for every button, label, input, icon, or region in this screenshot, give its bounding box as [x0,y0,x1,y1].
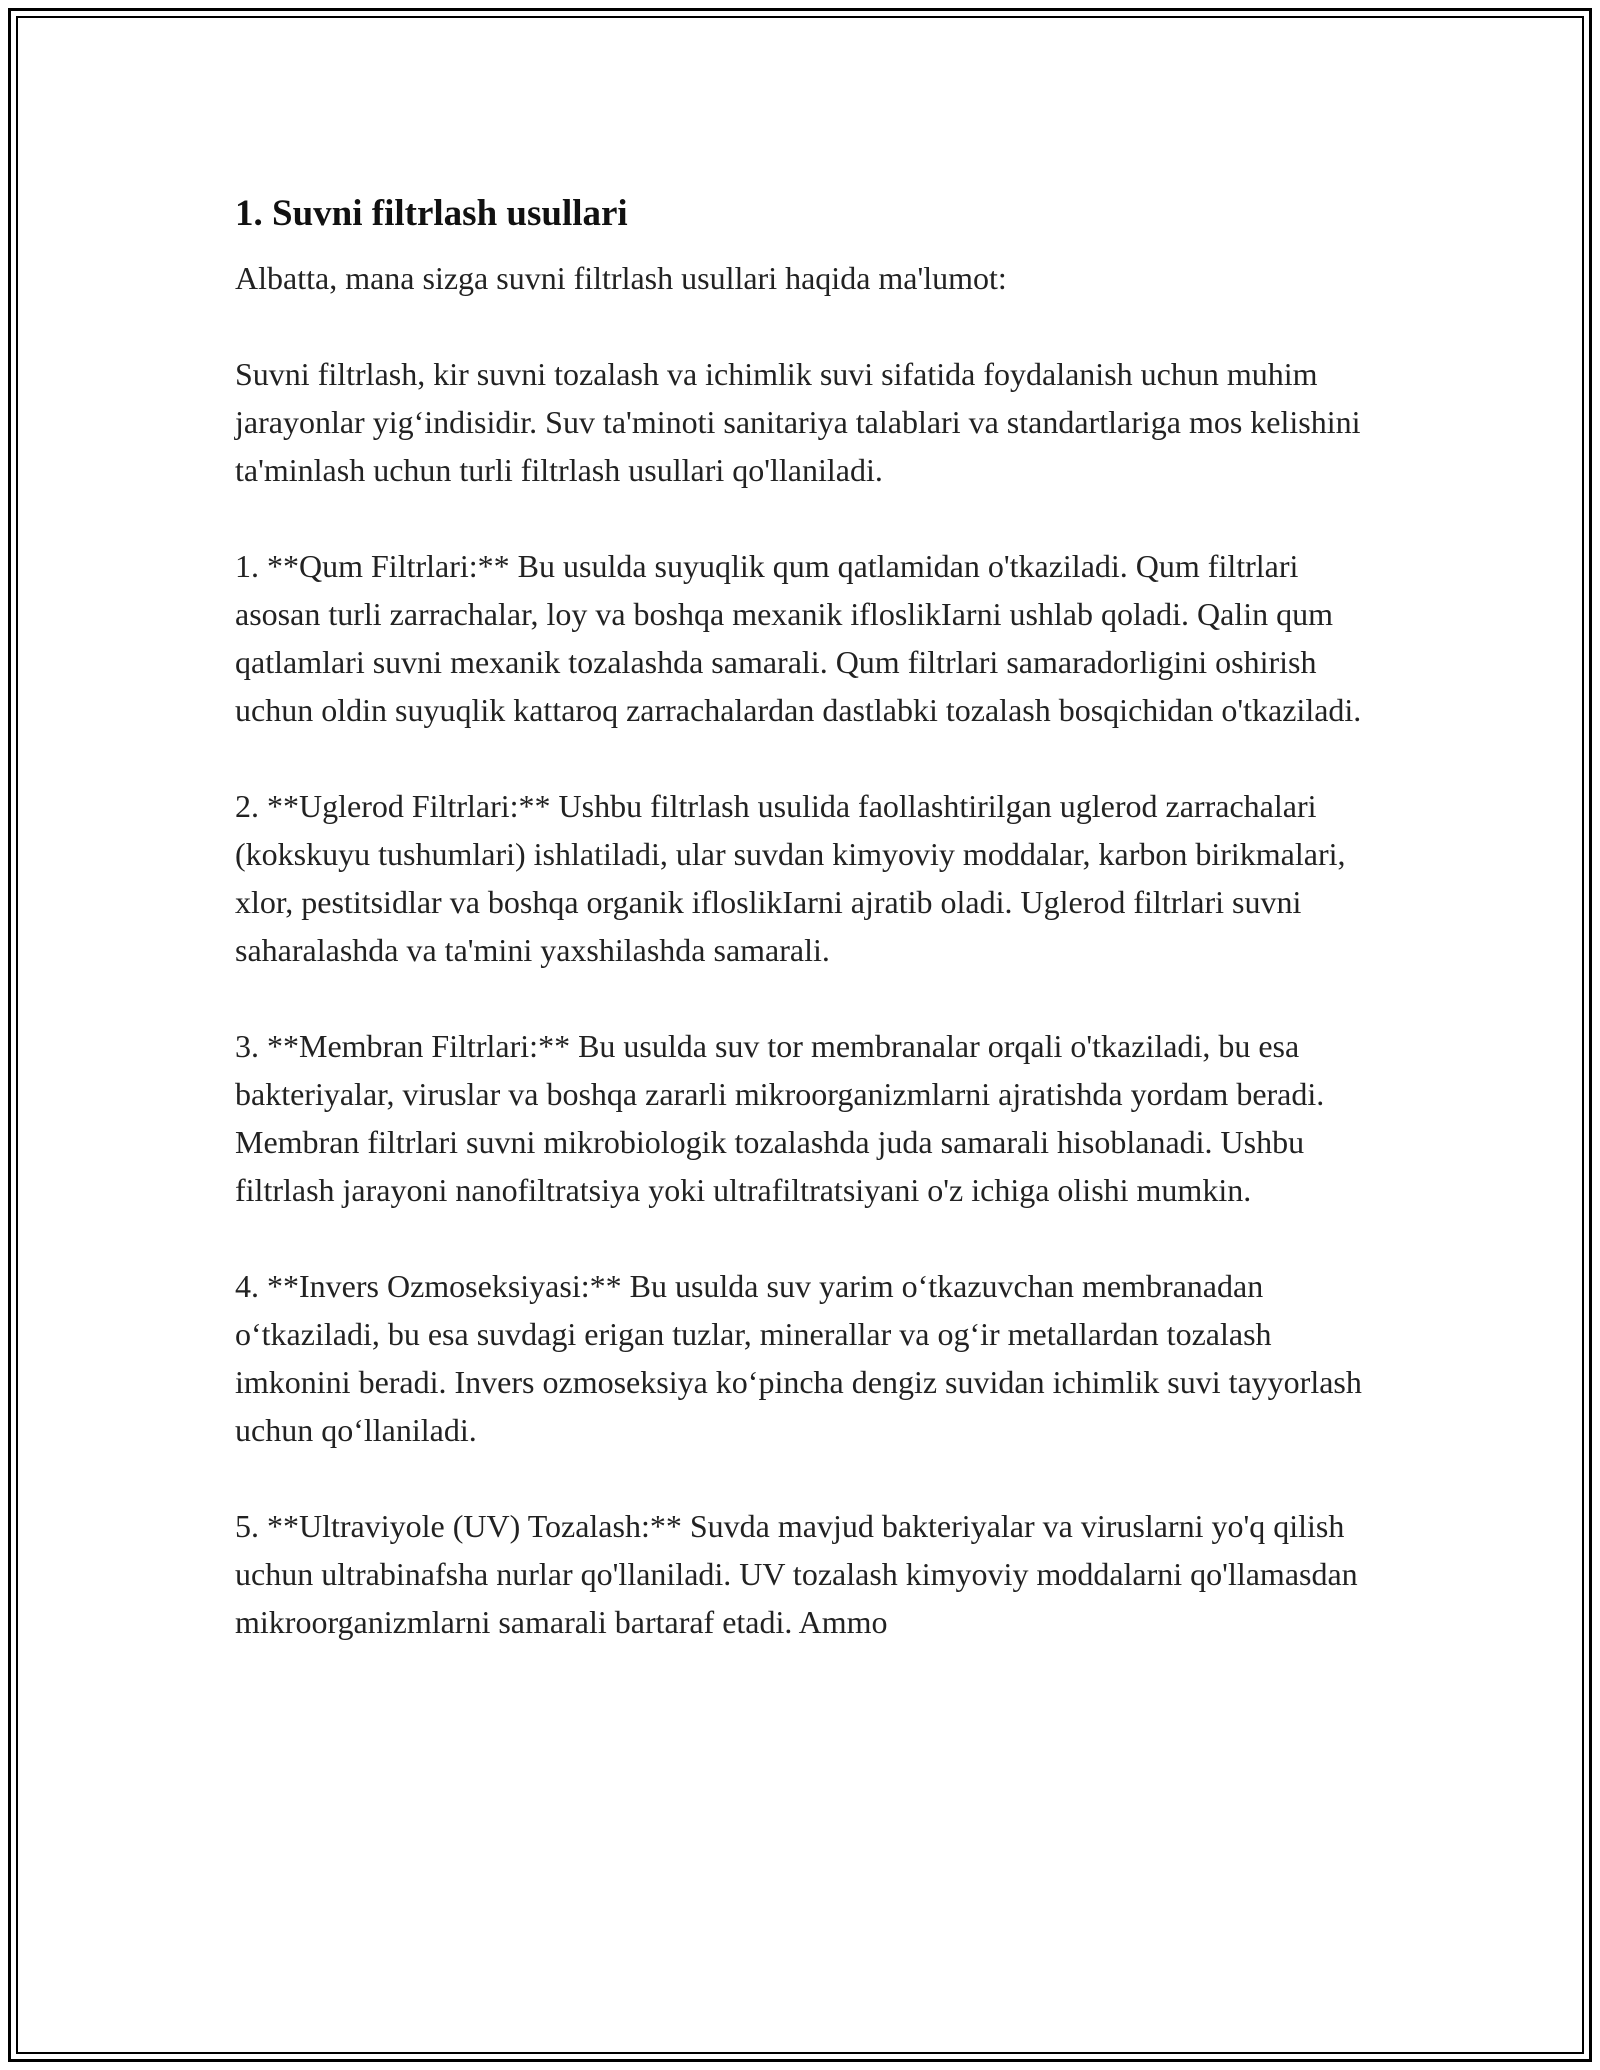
reverse-osmosis-paragraph: 4. **Invers Ozmoseksiyasi:** Bu usulda suv yarim o‘tkazuvchan membranadan o‘tkaziladi, bu esa suvdagi erigan tuzlar, minerallar va og‘ir metallardan tozalash imkonini beradi. Invers ozmoseksiya ko‘pincha dengiz suvidan ichimlik suvi tayyorlash uchun qo‘llaniladi. [235,1268,1362,1448]
overview-paragraph: Suvni filtrlash, kir suvni tozalash va ichimlik suvi sifatida foydalanish uchun muhim jarayonlar yig‘indisidir. Suv ta'minoti sanitariya talablari va standartlariga mos kelishini ta'minlash uchun turli filtrlash usullari qo'llaniladi. [235,356,1361,488]
intro-paragraph: Albatta, mana sizga suvni filtrlash usullari haqida ma'lumot: [235,260,1007,296]
carbon-filters-paragraph: 2. **Uglerod Filtrlari:** Ushbu filtrlash usulida faollashtirilgan uglerod zarrachalari (kokskuyu tushumlari) ishlatiladi, ular suvdan kimyoviy moddalar, karbon birikmalari, xlor, pestitsidlar va boshqa organik ifloslikIarni ajratib oladi. Uglerod filtrlari suvni saharalashda va ta'mini yaxshilashda samarali. [235,788,1346,968]
document-body [235,180,1375,1694]
uv-treatment-paragraph: 5. **Ultraviyole (UV) Tozalash:** Suvda mavjud bakteriyalar va viruslarni yo'q qilish uchun ultrabinafsha nurlar qo'llaniladi. UV tozalash kimyoviy moddalarni qo'llamasdan mikroorganizmlarni samarali bartaraf etadi. Ammo [235,1508,1358,1640]
document-title: 1. Suvni filtrlash usullari [235,193,628,234]
membrane-filters-paragraph: 3. **Membran Filtrlari:** Bu usulda suv tor membranalar orqali o'tkaziladi, bu esa bakteriyalar, viruslar va boshqa zararli mikroorganizmlarni ajratishda yordam beradi. Membran filtrlari suvni mikrobiologik tozalashda juda samarali hisoblanadi. Ushbu filtrlash jarayoni nanofiltratsiya yoki ultrafiltratsiyani o'z ichiga olishi mumkin. [235,1028,1325,1208]
sand-filters-paragraph: 1. **Qum Filtrlari:** Bu usulda suyuqlik qum qatlamidan o'tkaziladi. Qum filtrlari asosan turli zarrachalar, loy va boshqa mexanik ifloslikIarni ushlab qoladi. Qalin qum qatlamlari suvni mexanik tozalashda samarali. Qum filtrlari samaradorligini oshirish uchun oldin suyuqlik kattaroq zarrachalardan dastlabki tozalash bosqichidan o'tkaziladi. [235,548,1362,728]
